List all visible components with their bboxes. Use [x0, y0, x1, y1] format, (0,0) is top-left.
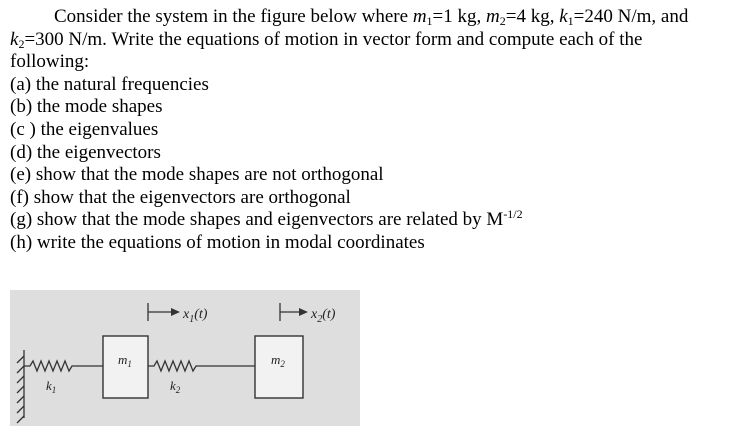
item-g-exponent: -1/2 — [503, 207, 523, 222]
m2-subscript: 2 — [499, 14, 506, 28]
item-d: (d) the eigenvectors — [10, 141, 161, 163]
item-f: (f) show that the eigenvectors are orthogonal — [10, 186, 351, 208]
intro-text: Consider the system in the figure below where — [54, 6, 413, 27]
x1-label: $x_1(t)$ — [183, 307, 208, 325]
mass-m1-box — [103, 336, 148, 398]
item-b: (b) the mode shapes — [10, 96, 163, 118]
k1-value: =240 N/m, and — [573, 6, 689, 27]
mass-m2-box — [255, 336, 303, 398]
k2-symbol: k — [10, 28, 19, 50]
m2-value: =4 kg, — [505, 6, 560, 27]
problem-intro — [10, 6, 725, 74]
m2-label: $m_2$ — [271, 352, 285, 369]
spring-k2-icon — [148, 361, 255, 371]
m1-value: =1 kg, — [432, 6, 487, 27]
k1-subscript: 1 — [567, 14, 574, 28]
x2-displacement-arrow-icon — [280, 303, 308, 321]
spring-k1-icon — [24, 361, 103, 371]
item-g-text: (g) show that the mode shapes and eigenvectors are related by M — [10, 209, 504, 231]
item-a: (a) the natural frequencies — [10, 73, 209, 95]
item-e: (e) show that the mode shapes are not orthogonal — [10, 164, 384, 186]
x1-displacement-arrow-icon — [148, 303, 180, 321]
item-c: (c ) the eigenvalues — [10, 118, 159, 140]
m2-symbol: m — [486, 6, 500, 27]
figure-drawing — [10, 290, 360, 426]
wall-icon — [17, 350, 24, 423]
k2-value: =300 N/m. Write the equations of motion in vector form and compute each of the following: — [10, 28, 643, 73]
problem-statement — [10, 6, 725, 255]
m1-subscript: 1 — [426, 14, 433, 28]
k2-label: $k_2$ — [170, 378, 181, 395]
m1-label: $m_1$ — [118, 352, 132, 369]
k1-symbol: k — [559, 6, 568, 27]
item-h: (h) write the equations of motion in modal coordinates — [10, 231, 425, 253]
two-mass-spring-figure — [10, 290, 360, 426]
k1-label: $k_1$ — [46, 378, 57, 395]
item-g — [10, 209, 725, 232]
k2-subscript: 2 — [18, 36, 25, 51]
x2-label: $x_2(t)$ — [311, 307, 336, 325]
m1-symbol: m — [412, 6, 427, 27]
